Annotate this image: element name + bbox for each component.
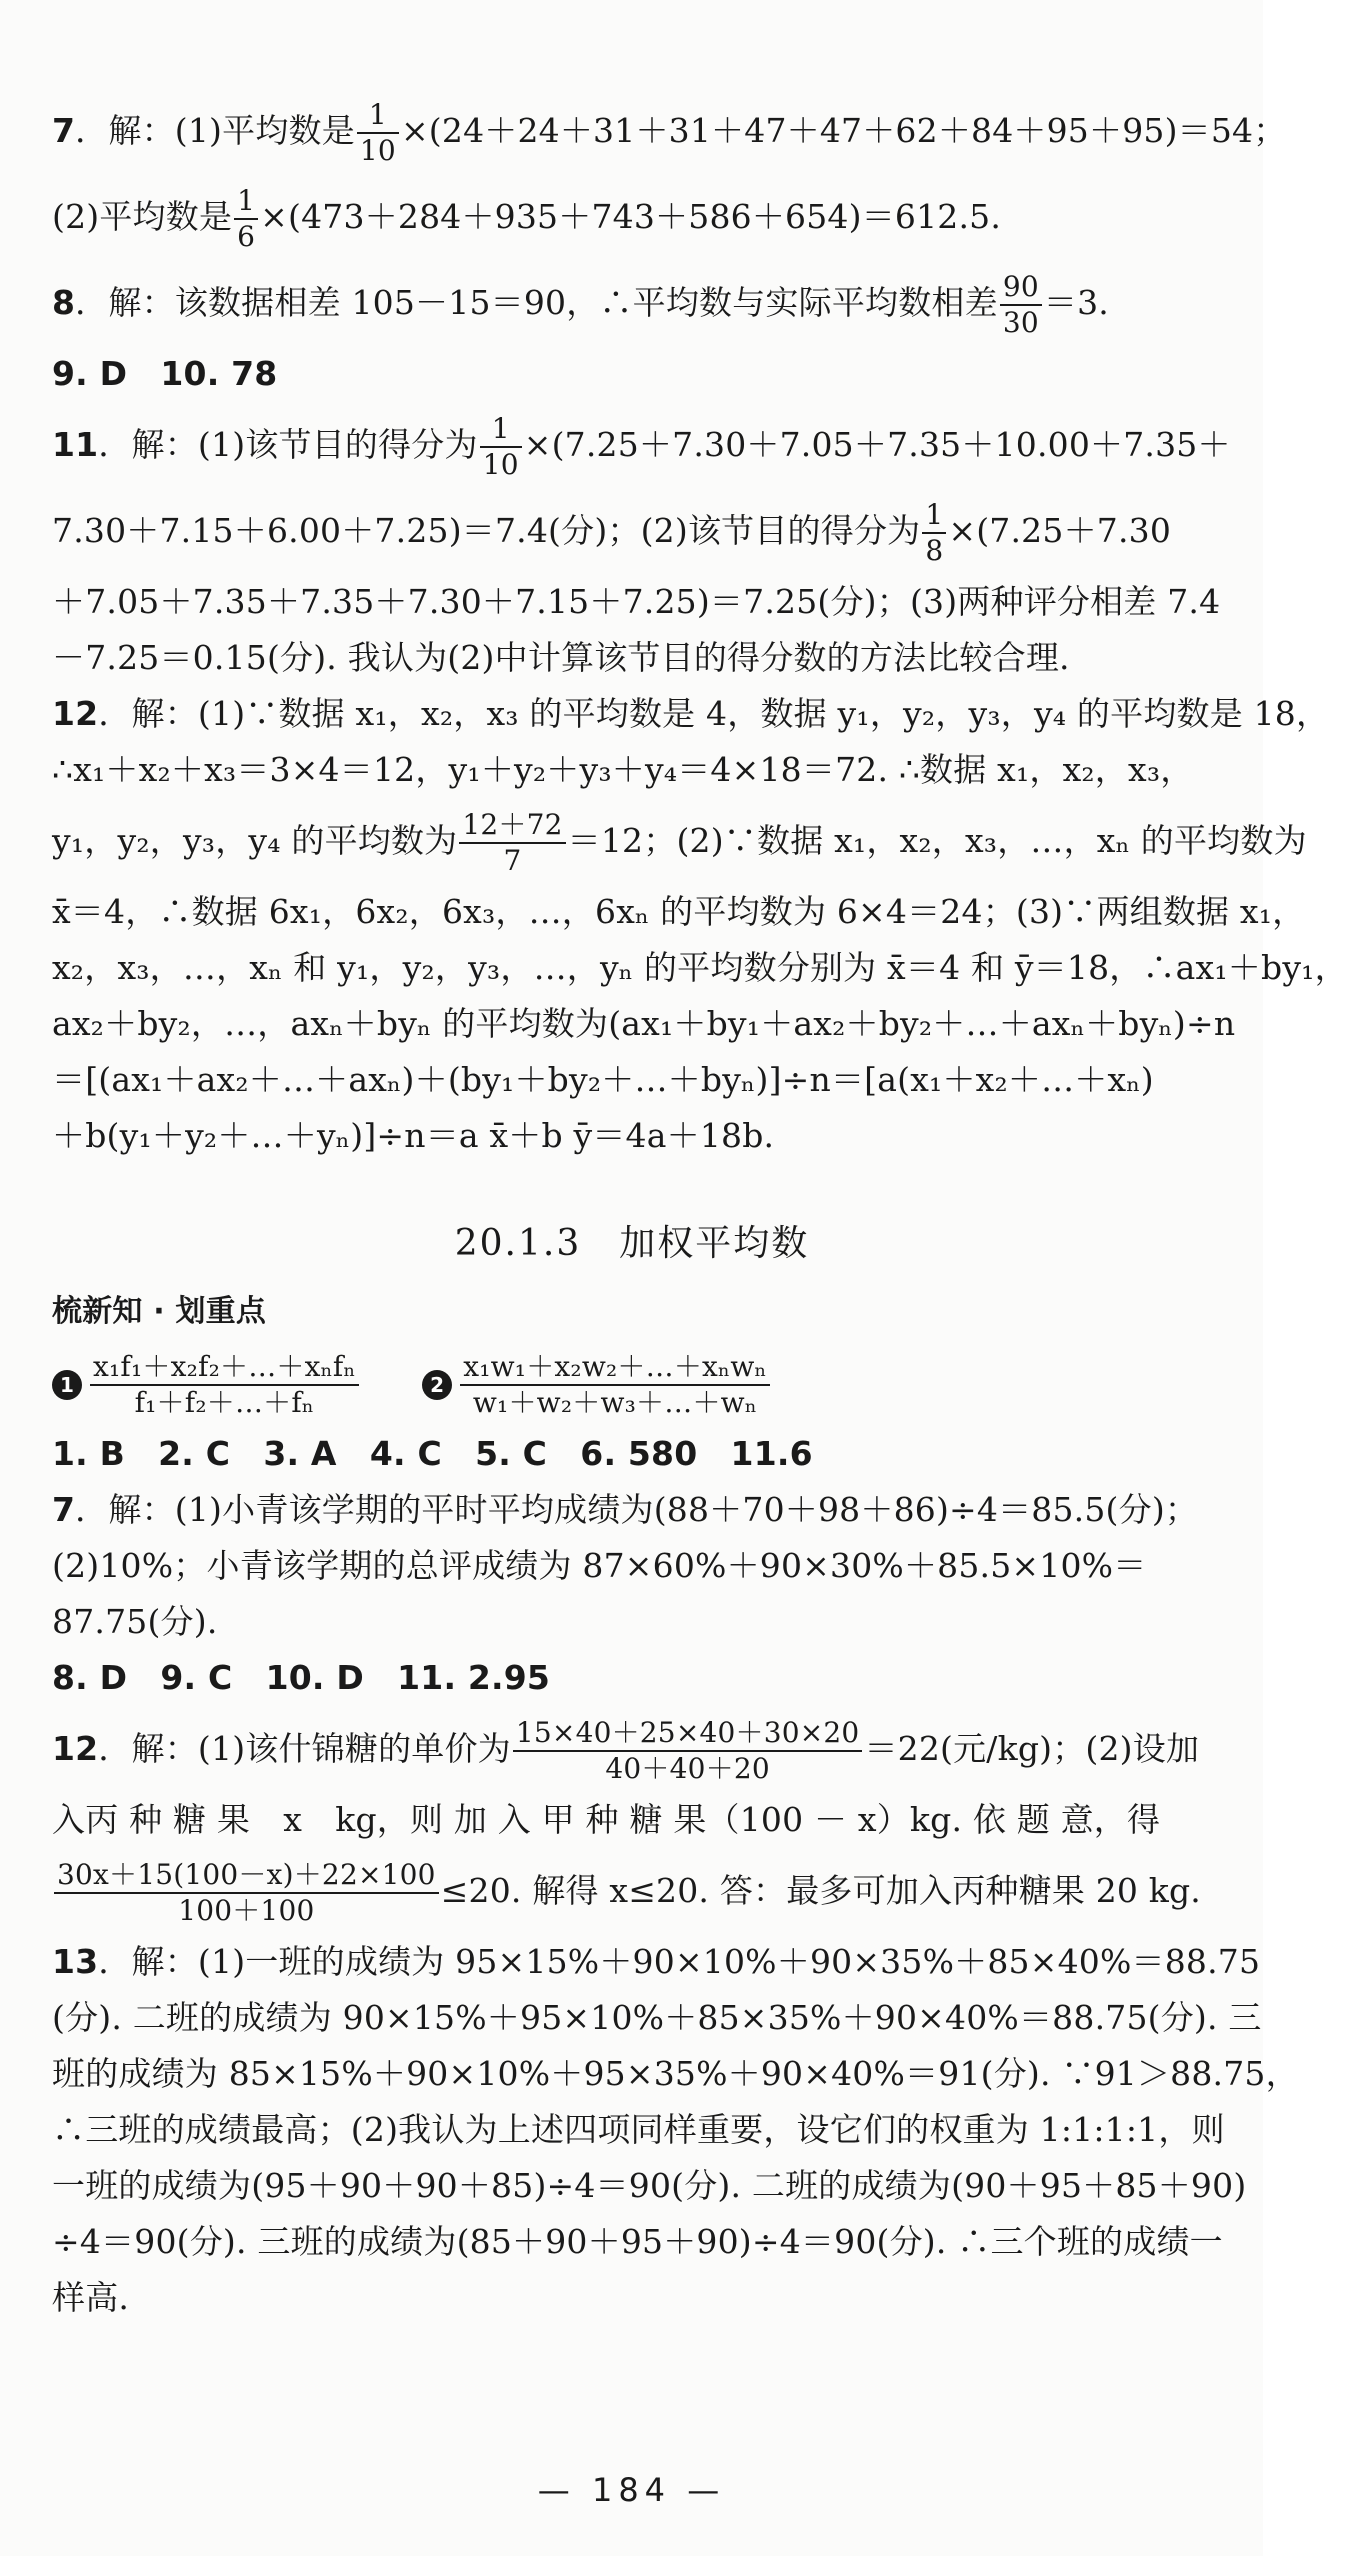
b-q13-line-7: 样高. (52, 2278, 130, 2317)
q1-6-answers: 1. B 2. C 3. A 4. C 5. C 6. 580 11.6 (52, 1434, 813, 1473)
b-q13-line-1: 13．解：(1)一班的成绩为 95×15%＋90×10%＋90×35%＋85×40%＝88.75 (52, 1942, 1261, 1981)
q7-line-1: 7．解：(1)平均数是 $\frac{1}{10}$ ×(24＋24＋31＋31＋47＋47＋62＋84＋95＋95)＝54； (52, 98, 1287, 167)
q12-line-7: ＝[(ax₁＋ax₂＋…＋axₙ)＋(by₁＋by₂＋…＋byₙ)]÷n＝[a(x₁＋x₂＋…＋xₙ) (52, 1060, 1154, 1099)
circled-number-icon: 2 (422, 1370, 452, 1400)
q9-10-answers: 9. D 10. 78 (52, 354, 278, 393)
section-title: 20.1.3 加权平均数 (454, 1223, 810, 1264)
fraction: $\frac{12+72}{7}$ (459, 811, 565, 875)
fraction: $\frac{1}{8}$ (922, 501, 946, 565)
b-q13-line-5: 一班的成绩为(95＋90＋90＋85)÷4＝90(分). 二班的成绩为(90＋95＋85＋90) (52, 2166, 1247, 2205)
q12-line-2: ∴x₁＋x₂＋x₃＝3×4＝12，y₁＋y₂＋y₃＋y₄＝4×18＝72. ∴数据 x₁，x₂，x₃， (52, 750, 1194, 789)
q11-line-2: 7.30＋7.15＋6.00＋7.25)＝7.4(分)；(2)该节目的得分为 $\frac{1}{8}$ ×(7.25＋7.30 (52, 498, 1172, 567)
weighted-mean-formula-2: $\frac{\text{x₁w₁＋x₂w₂＋…＋xₙwₙ}}{\text{w₁＋w₂＋w₃＋…＋wₙ}}$ (460, 1353, 770, 1417)
b-q12-line-1: 12．解：(1)该什锦糖的单价为 $\frac{15\times 40+25\times 40+30\times 20}{40+40+20}$ ＝22(元/kg)；(2)设加 (52, 1716, 1200, 1785)
q8-11-answers: 8. D 9. C 10. D 11. 2.95 (52, 1658, 551, 1697)
q8-line: 8．解：该数据相差 105－15＝90，∴平均数与实际平均数相差 $\frac{90}{30}$ ＝3. (52, 270, 1109, 339)
fraction: $\frac{30x+15(100-x)+22\times 100}{100+100}$ (54, 1861, 439, 1925)
page-number: — 184 — (537, 2471, 726, 2509)
b-q12-line-2: 入丙 种 糖 果 x kg，则 加 入 甲 种 糖 果（100 － x）kg. 依 题 意，得 (52, 1800, 1161, 1839)
b-q12-line-3: $\frac{30x+15(100-x)+22\times 100}{100+100}$ ≤20. 解得 x≤20. 答：最多可加入丙种糖果 20 kg. (52, 1848, 1212, 1934)
q12-line-3: y₁，y₂，y₃，y₄ 的平均数为 $\frac{12+72}{7}$ ＝12；(2)∵数据 x₁，x₂，x₃，…，xₙ 的平均数为 (52, 808, 1307, 877)
subheading: 梳新知 · 划重点 (52, 1294, 267, 1329)
q12-line-5: x₂，x₃，…，xₙ 和 y₁，y₂，y₃，…，yₙ 的平均数分别为 x̄＝4 和 ȳ＝18，∴ax₁＋by₁， (52, 948, 1348, 987)
answer-content (52, 88, 1348, 2326)
b-q7-line-3: 87.75(分). (52, 1602, 218, 1641)
q12-line-6: ax₂＋by₂，…，axₙ＋byₙ 的平均数为(ax₁＋by₁＋ax₂＋by₂＋…＋axₙ＋byₙ)÷n (52, 1004, 1236, 1043)
q11-line-4: －7.25＝0.15(分). 我认为(2)中计算该节目的得分数的方法比较合理. (52, 638, 1070, 677)
formula-line (52, 1340, 1212, 1426)
b-q13-line-4: ∴三班的成绩最高；(2)我认为上述四项同样重要，设它们的权重为 1:1:1:1，则 (52, 2110, 1225, 2149)
fraction: $\frac{90}{30}$ (1000, 273, 1042, 337)
fraction: $\frac{1}{6}$ (234, 187, 258, 251)
b-q13-line-6: ÷4＝90(分). 三班的成绩为(85＋90＋95＋90)÷4＝90(分). ∴三个班的成绩一 (52, 2222, 1223, 2261)
fraction: $\frac{1}{10}$ (480, 415, 522, 479)
q7-line-2: (2)平均数是 $\frac{1}{6}$ ×(473＋284＋935＋743＋586＋654)＝612.5. (52, 184, 1002, 253)
fraction: $\frac{1}{10}$ (357, 101, 399, 165)
b-q7-line-1: 7．解：(1)小青该学期的平时平均成绩为(88＋70＋98＋86)÷4＝85.5(分)； (52, 1490, 1199, 1529)
b-q13-line-3: 班的成绩为 85×15%＋90×10%＋95×35%＋90×40%＝91(分). ∵91＞88.75， (52, 2054, 1299, 2093)
b-q13-line-2: (分). 二班的成绩为 90×15%＋95×10%＋85×35%＋90×40%＝88.75(分). 三 (52, 1998, 1262, 2037)
q12-line-4: x̄＝4，∴数据 6x₁，6x₂，6x₃，…，6xₙ 的平均数为 6×4＝24；(3)∵两组数据 x₁， (52, 892, 1306, 931)
q11-line-1: 11．解：(1)该节目的得分为 $\frac{1}{10}$ ×(7.25＋7.30＋7.05＋7.35＋10.00＋7.35＋ (52, 412, 1231, 481)
circled-number-icon: 1 (52, 1370, 82, 1400)
b-q7-line-2: (2)10%；小青该学期的总评成绩为 87×60%＋90×30%＋85.5×10%＝ (52, 1546, 1147, 1585)
fraction: $\frac{15\times 40+25\times 40+30\times 20}{40+40+20}$ (513, 1719, 863, 1783)
q11-line-3: ＋7.05＋7.35＋7.35＋7.30＋7.15＋7.25)＝7.25(分)；(3)两种评分相差 7.4 (52, 582, 1221, 621)
q12-line-1: 12．解：(1)∵数据 x₁，x₂，x₃ 的平均数是 4，数据 y₁，y₂，y₃，y₄ 的平均数是 18， (52, 694, 1330, 733)
weighted-mean-formula-1: $\frac{\text{x₁f₁＋x₂f₂＋…＋xₙfₙ}}{\text{f₁＋f₂＋…＋fₙ}}$ (90, 1353, 359, 1417)
q12-line-8: ＋b(y₁＋y₂＋…＋yₙ)]÷n＝a x̄＋b ȳ＝4a＋18b. (52, 1116, 775, 1155)
